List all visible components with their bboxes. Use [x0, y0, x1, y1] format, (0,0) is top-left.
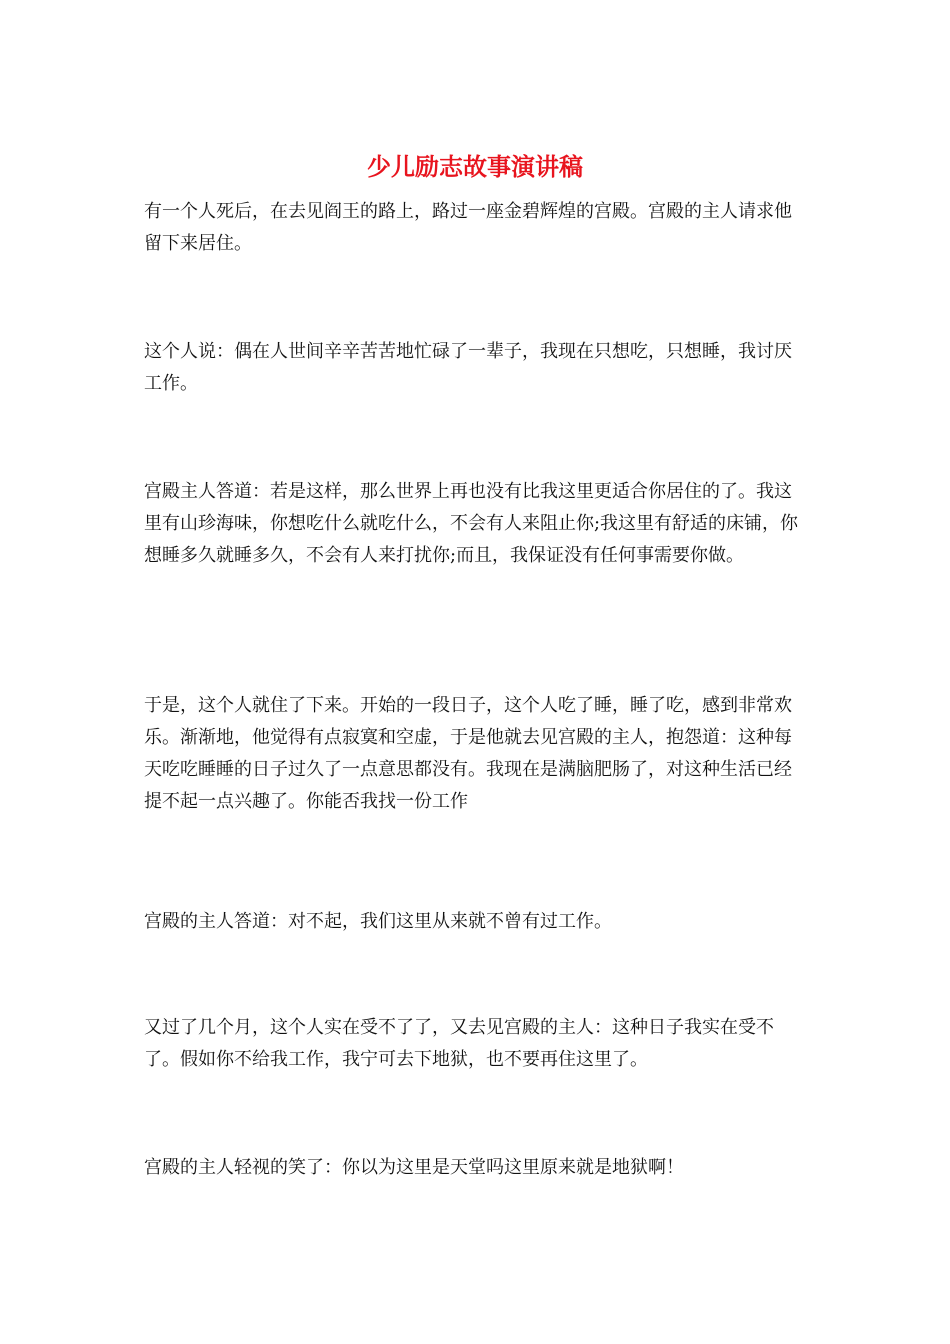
paragraph-6: 又过了几个月，这个人实在受不了了，又去见宫殿的主人：这种日子我实在受不了。假如你不给我工作，我宁可去下地狱，也不要再住这里了。: [144, 1017, 774, 1070]
paragraph-4: 于是，这个人就住了下来。开始的一段日子，这个人吃了睡，睡了吃，感到非常欢乐。渐渐地，他觉得有点寂寞和空虚，于是他就去见宫殿的主人，抱怨道：这种每天吃吃睡睡的日子过久了一点意思都没有。我现在是满脑肥肠了，对这种生活已经提不起一点兴趣了。你能否我找一份工作: [144, 695, 792, 812]
paragraph-7: 宫殿的主人轻视的笑了：你以为这里是天堂吗这里原来就是地狱啊！: [144, 1157, 684, 1178]
paragraph-2: 这个人说：偶在人世间辛辛苦苦地忙碌了一辈子，我现在只想吃，只想睡，我讨厌工作。: [144, 341, 792, 394]
paragraph-3: 宫殿主人答道：若是这样，那么世界上再也没有比我这里更适合你居住的了。我这里有山珍海味，你想吃什么就吃什么，不会有人来阻止你;我这里有舒适的床铺，你想睡多久就睡多久，不会有人来打扰你;而且，我保证没有任何事需要你做。: [144, 481, 799, 566]
paragraph-1: 有一个人死后，在去见阎王的路上，路过一座金碧辉煌的宫殿。宫殿的主人请求他留下来居住。: [144, 201, 792, 254]
document-title: 少儿励志故事演讲稿: [367, 153, 583, 181]
paragraph-5: 宫殿的主人答道：对不起，我们这里从来就不曾有过工作。: [144, 911, 612, 932]
